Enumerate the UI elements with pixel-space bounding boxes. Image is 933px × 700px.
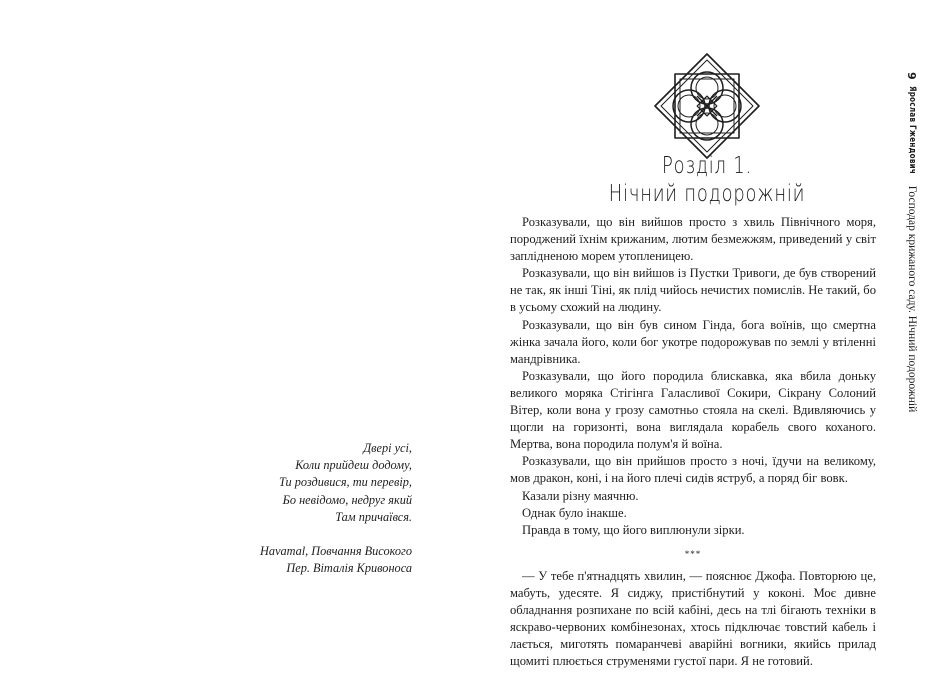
epigraph-source: Havamal, Повчання Високого xyxy=(260,544,412,559)
paragraph: Розказували, що він вийшов просто з хвиль Північного моря, породжений їхнім крижаним, лютим безмежжям, приведений у світ заплідненою морем утопленицею. xyxy=(510,215,876,264)
running-author: Ярослав Гжендович xyxy=(907,85,917,174)
paragraph: Розказували, що він прийшов просто з ночі, їдучи на великому, мов дракон, коні, і на його плечі сидів яструб, а поряд біг вовк. xyxy=(510,454,876,486)
paragraph: Казали різну маячню. xyxy=(522,488,639,503)
paragraph: — У тебе п'ятнадцять хвилин, — пояснює Джофа. Повторюю це, мабуть, удесяте. Я сиджу, пристібнутий у коконі. Моє дивне обладнання розпихане по всій кабіні, десь на тлі бігають техніки в яскраво-червоних комбінезонах, хтось підключає товстий кабель і лається, миготять помаранчеві аварійні вогники, якийсь прилад щомиті плюється струменями густої пари. Я не готовий. xyxy=(510,568,876,669)
epigraph xyxy=(200,440,412,577)
paragraph: Розказували, що він був сином Гінда, бога воїнів, що смертна жінка зачала його, коли бог укотре подорожував по землі у втіленні мандрівника. xyxy=(510,317,876,366)
epigraph-line: Там причаївся. xyxy=(335,509,412,524)
epigraph-line: Двері усі, xyxy=(363,441,412,455)
paragraph: Розказували, що він вийшов із Пустки Тривоги, де був створений не так, як інші Тіні, як плід чийось нечистих помислів. Не такий, бо в усьому схожий на людину. xyxy=(510,266,876,315)
section-separator: *** xyxy=(684,548,702,559)
running-book-title: Господар крижаного саду. Нічний подорожній xyxy=(906,185,918,413)
celtic-knot-icon xyxy=(651,50,763,162)
paragraph: Однак було інакше. xyxy=(522,505,627,520)
epigraph-line: Бо невідомо, недруг який xyxy=(282,492,412,507)
running-header xyxy=(902,72,922,412)
epigraph-translator: Пер. Віталія Кривоноса xyxy=(286,561,412,576)
chapter-title xyxy=(592,152,821,208)
chapter-number: Розділ 1. xyxy=(662,153,752,179)
paragraph: Правда в тому, що його виплюнули зірки. xyxy=(522,522,745,537)
paragraph: Розказували, що його породила блискавка, яка вбила доньку великого моряка Стігінга Галасливої Сокири, Сікрану Солоний Вітер, коли вона у грозу самотньо стояла на скелі. Вдивляючись у щогли на горизонті, вона виглядала корабель свого коханого. Мертва, вона породила полум'я й воїна. xyxy=(510,368,876,452)
epigraph-line: Ти роздивися, ти перевір, xyxy=(278,475,412,490)
epigraph-line: Коли прийдеш додому, xyxy=(295,458,412,473)
page-number: 9 xyxy=(905,72,919,80)
chapter-name: Нічний подорожній xyxy=(608,181,806,207)
chapter-body xyxy=(510,214,876,670)
